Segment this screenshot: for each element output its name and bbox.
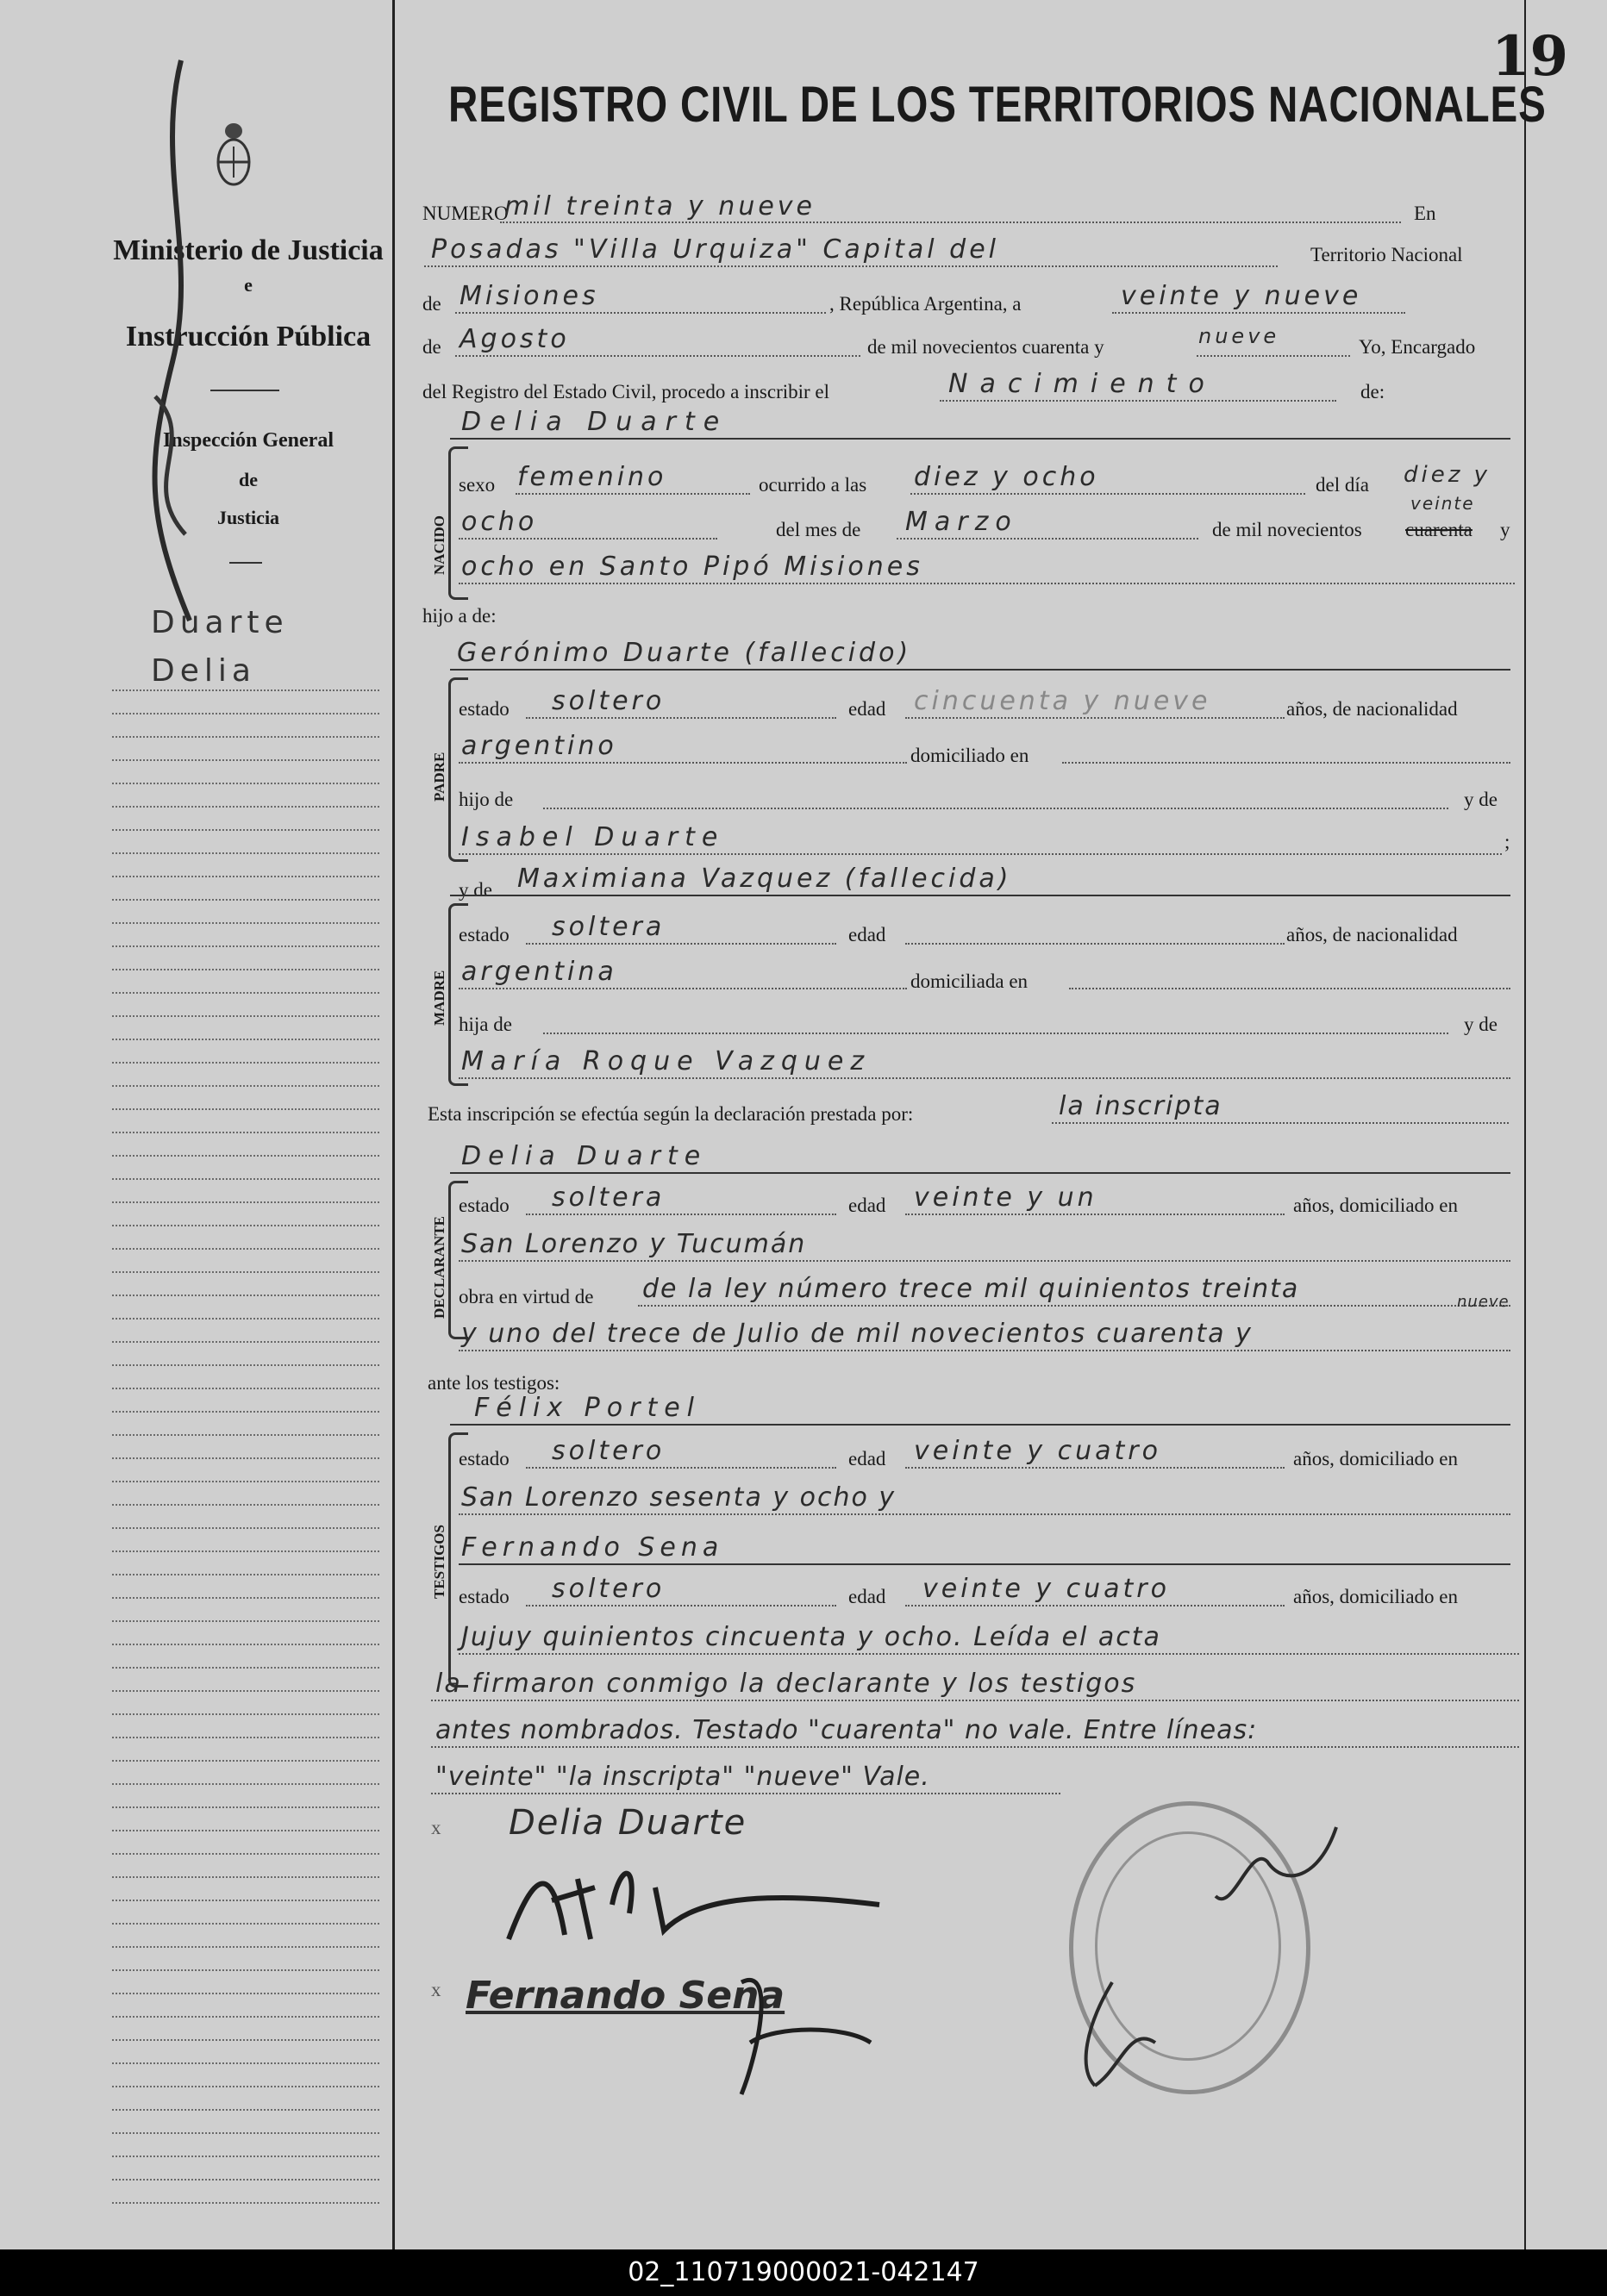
padre-edad-dots	[905, 717, 1285, 719]
margin-note-name: Delia	[151, 653, 256, 689]
closing-dots-1	[431, 1700, 1519, 1701]
padre-estado-dots	[526, 717, 836, 719]
madre-hija-de-label: hija de	[459, 1014, 512, 1035]
margin-ruled-line	[112, 1667, 379, 1669]
margin-ruled-line	[112, 2202, 379, 2204]
margin-ruled-line	[112, 1760, 379, 1762]
margin-rule	[392, 0, 395, 2249]
dia-value-2: ocho	[461, 507, 538, 537]
testigo1-edad-dots	[905, 1467, 1285, 1469]
act-dots	[940, 400, 1336, 402]
territorio-value: Misiones	[460, 281, 599, 311]
signature-1: Delia Duarte	[509, 1803, 747, 1843]
hijo-label: hijo a de:	[422, 605, 497, 627]
dia-dots-2	[459, 538, 717, 540]
margin-signature	[121, 34, 224, 638]
dia-value: diez y	[1404, 462, 1491, 488]
declarante-edad-value: veinte y un	[914, 1182, 1097, 1213]
territorio-label: Territorio Nacional	[1310, 244, 1463, 265]
year-dots	[1197, 355, 1350, 357]
obra-value: de la ley número trece mil quinientos treinta	[642, 1274, 1300, 1304]
margin-ruled-line	[112, 922, 379, 924]
declaracion-label: Esta inscripción se efectúa según la declaración prestada por:	[428, 1103, 914, 1125]
anio-struck: cuarenta	[1405, 519, 1473, 540]
testigo2-edad-value: veinte y cuatro	[922, 1574, 1170, 1604]
testigo1-domicilio: San Lorenzo sesenta y ocho y	[461, 1482, 897, 1513]
hora-value: diez y ocho	[914, 462, 1099, 492]
anio-value: ocho en Santo Pipó Misiones	[461, 552, 923, 582]
margin-ruled-line	[112, 1830, 379, 1831]
testigo1-estado-value: soltero	[552, 1436, 666, 1466]
anio-label: de mil novecientos	[1212, 519, 1362, 540]
margin-ruled-line	[112, 1364, 379, 1366]
margin-ruled-line	[112, 1853, 379, 1855]
de-label: de	[422, 293, 441, 315]
madre-edad-label: edad	[848, 924, 886, 945]
signature-3-flourish	[724, 1948, 879, 2103]
padre-edad-value: cincuenta y nueve	[914, 686, 1211, 716]
margin-ruled-line	[112, 1527, 379, 1529]
year-value: nueve	[1198, 324, 1280, 348]
madre-domicilio-dots	[1069, 988, 1510, 989]
numero-value: mil treinta y nueve	[504, 191, 816, 221]
margin-ruled-line	[112, 1946, 379, 1948]
closing-line-2: antes nombrados. Testado "cuarenta" no vale. Entre líneas:	[435, 1715, 1258, 1745]
month-value: Agosto	[460, 324, 570, 354]
padre-domiciliado-label: domiciliado en	[910, 745, 1029, 766]
numero-dots	[500, 221, 1401, 223]
madre-estado-label: estado	[459, 924, 510, 945]
right-edge-rule	[1524, 0, 1526, 2249]
official-signature	[1060, 1810, 1371, 2094]
margin-ruled-line	[112, 1993, 379, 1994]
margin-ruled-line	[112, 1155, 379, 1157]
margin-ruled-line	[112, 2016, 379, 2018]
ministry-line1: Ministerio de Justicia	[113, 234, 384, 266]
margin-ruled-line	[112, 1574, 379, 1575]
declarante-domicilio-dots	[459, 1260, 1510, 1262]
page-number: 19	[1491, 24, 1569, 89]
margin-ruled-line	[112, 829, 379, 831]
padre-nacionalidad-dots	[459, 762, 907, 764]
inspection-line2: de	[239, 469, 258, 490]
margin-ruled-line	[112, 2062, 379, 2064]
act-value: Nacimiento	[948, 369, 1216, 399]
margin-ruled-line	[112, 1504, 379, 1506]
madre-nacionalidad-value: argentina	[461, 957, 617, 987]
padre-hijo-de-dots	[543, 808, 1448, 809]
ministry-line3: Instrucción Pública	[125, 321, 372, 353]
margin-ruled-line	[112, 852, 379, 854]
declarante-estado-label: estado	[459, 1195, 510, 1216]
ante-testigos-label: ante los testigos:	[428, 1372, 560, 1394]
margin-ruled-line	[112, 1434, 379, 1436]
testigo1-domicilio-dots	[459, 1513, 1510, 1515]
margin-ruled-line	[112, 1923, 379, 1925]
margin-ruled-line	[112, 713, 379, 714]
closing-dots-3	[431, 1793, 1060, 1794]
margin-ruled-line	[112, 2132, 379, 2134]
territorio-dots	[455, 312, 826, 314]
padre-name: Gerónimo Duarte (fallecido)	[457, 638, 912, 668]
de-label-2: de	[422, 336, 441, 358]
obra-dots-2	[459, 1350, 1510, 1351]
padre-domicilio-dots	[1062, 762, 1510, 764]
registro-label: del Registro del Estado Civil, procedo a inscribir el	[422, 381, 830, 402]
padre-madre-dots	[459, 853, 1502, 855]
margin-ruled-line	[112, 806, 379, 808]
sexo-label: sexo	[459, 474, 496, 496]
inspection-line3: Justicia	[216, 507, 280, 528]
madre-edad-dots	[905, 943, 1285, 945]
testigo1-edad-label: edad	[848, 1448, 886, 1469]
yo-label: Yo, Encargado	[1359, 336, 1476, 358]
declarante-domicilio: San Lorenzo y Tucumán	[461, 1229, 807, 1259]
margin-ruled-line	[112, 1178, 379, 1180]
ocurrido-label: ocurrido a las	[759, 474, 867, 496]
margin-ruled-line	[112, 736, 379, 738]
x-mark-1: x	[431, 1817, 441, 1838]
margin-ruled-line	[112, 1248, 379, 1250]
madre-parent-name: María Roque Vazquez	[461, 1046, 872, 1076]
padre-estado-label: estado	[459, 698, 510, 720]
signature-3: Fernando Sena	[466, 1974, 785, 2018]
testigo2-name-rule	[459, 1563, 1510, 1565]
en-label: En	[1414, 203, 1436, 224]
margin-ruled-line	[112, 1411, 379, 1413]
x-mark-2: x	[431, 1979, 441, 2000]
signature-2	[483, 1853, 897, 1948]
margin-ruled-line	[112, 689, 379, 691]
dia-label: del día	[1316, 474, 1369, 496]
margin-ruled-line	[112, 1876, 379, 1878]
closing-line-3: "veinte" "la inscripta" "nueve" Vale.	[435, 1762, 930, 1792]
obra-inserted: nueve	[1457, 1293, 1510, 1311]
margin-note-surname: Duarte	[151, 605, 289, 640]
padre-y-de-label: y de	[1464, 789, 1498, 810]
madre-estado-dots	[526, 943, 836, 945]
testigo2-domicilio-dots	[459, 1653, 1519, 1655]
margin-ruled-line	[112, 1690, 379, 1692]
margin-ruled-line	[112, 2179, 379, 2181]
margin-ruled-line	[112, 1481, 379, 1482]
margin-ruled-line	[112, 1713, 379, 1715]
testigo1-estado-label: estado	[459, 1448, 510, 1469]
sexo-value: femenino	[517, 462, 667, 492]
padre-nacionalidad-value: argentino	[461, 731, 617, 761]
testigo1-estado-dots	[526, 1467, 836, 1469]
margin-ruled-line	[112, 876, 379, 877]
anio-y-label: y	[1500, 519, 1510, 540]
padre-section-label: PADRE	[431, 752, 447, 802]
de-colon-label: de:	[1360, 381, 1385, 402]
testigo2-domicilio: Jujuy quinientos cincuenta y ocho. Leída el acta	[461, 1622, 1161, 1652]
margin-ruled-line	[112, 1737, 379, 1738]
testigo1-edad-value: veinte y cuatro	[914, 1436, 1161, 1466]
testigo2-edad-label: edad	[848, 1586, 886, 1607]
anio-dots	[459, 583, 1515, 584]
margin-ruled-line	[112, 1062, 379, 1064]
margin-ruled-line	[112, 1225, 379, 1226]
padre-estado-value: soltero	[552, 686, 666, 716]
madre-estado-value: soltera	[552, 912, 666, 942]
margin-ruled-line	[112, 2086, 379, 2087]
margin-divider-2	[229, 562, 262, 564]
numero-label: NUMERO	[422, 203, 509, 224]
testigos-section-label: TESTIGOS	[431, 1525, 447, 1599]
margin-ruled-line	[112, 1969, 379, 1971]
padre-madre-name: Isabel Duarte	[461, 822, 725, 852]
testigo2-estado-value: soltero	[552, 1574, 666, 1604]
madre-anos-label: años, de nacionalidad	[1286, 924, 1458, 945]
nacido-section-label: NACIDO	[431, 515, 447, 575]
hora-dots	[910, 493, 1305, 495]
padre-hijo-de-label: hijo de	[459, 789, 514, 810]
margin-ruled-line	[112, 1644, 379, 1645]
mes-value: Marzo	[905, 507, 1018, 537]
testigo2-name: Fernando Sena	[461, 1532, 724, 1563]
day-value: veinte y nueve	[1121, 281, 1362, 311]
testigo2-edad-dots	[905, 1605, 1285, 1607]
obra-dots	[638, 1305, 1510, 1307]
closing-dots-2	[431, 1746, 1519, 1748]
margin-ruled-line	[112, 1271, 379, 1273]
obra-value-2: y uno del trece de Julio de mil novecientos cuarenta y	[461, 1319, 1253, 1349]
margin-ruled-line	[112, 1015, 379, 1017]
name-rule	[450, 438, 1510, 440]
declarante-edad-dots	[905, 1214, 1285, 1215]
declarante-edad-label: edad	[848, 1195, 886, 1216]
declarante-name: Delia Duarte	[461, 1141, 708, 1171]
madre-nacionalidad-dots	[459, 988, 907, 989]
testigo2-estado-label: estado	[459, 1586, 510, 1607]
madre-parent-dots	[459, 1077, 1510, 1079]
declaracion-dots	[1052, 1122, 1509, 1124]
margin-ruled-line	[112, 1620, 379, 1622]
margin-ruled-line	[112, 1085, 379, 1087]
mes-label: del mes de	[776, 519, 861, 540]
margin-ruled-line	[112, 1341, 379, 1343]
declarante-estado-dots	[526, 1214, 836, 1215]
margin-ruled-line	[112, 2039, 379, 2041]
margin-ruled-line	[112, 2156, 379, 2157]
margin-ruled-line	[112, 1108, 379, 1110]
madre-section-label: MADRE	[431, 970, 447, 1026]
registered-name: Delia Duarte	[461, 407, 728, 437]
margin-ruled-line	[112, 1295, 379, 1296]
margin-ruled-line	[112, 1457, 379, 1459]
padre-edad-label: edad	[848, 698, 886, 720]
padre-anos-label: años, de nacionalidad	[1286, 698, 1458, 720]
testigo1-anos-label: años, domiciliado en	[1293, 1448, 1458, 1469]
republica-label: , República Argentina, a	[829, 293, 1022, 315]
padre-semicolon: ;	[1504, 831, 1510, 852]
margin-ruled-line	[112, 1900, 379, 1901]
madre-y-de-label: y de	[459, 879, 492, 901]
day-dots	[1112, 312, 1405, 314]
declarante-section-label: DECLARANTE	[431, 1215, 447, 1319]
declarante-anos-label: años, domiciliado en	[1293, 1195, 1458, 1216]
ministry-line2: e	[244, 274, 253, 296]
madre-domiciliada-label: domiciliada en	[910, 970, 1029, 992]
madre-name: Maximiana Vazquez (fallecida)	[517, 864, 1012, 894]
declaracion-value: la inscripta	[1059, 1091, 1222, 1121]
inspection-line1: Inspección General	[163, 429, 334, 452]
margin-ruled-line	[112, 899, 379, 901]
padre-name-rule	[450, 669, 1510, 671]
year-prefix-label: de mil novecientos cuarenta y	[867, 336, 1104, 358]
testigo1-name-rule	[450, 1424, 1510, 1426]
margin-ruled-line	[112, 1597, 379, 1599]
footer-file-id: 02_110719000021-042147	[0, 2249, 1607, 2296]
margin-ruled-line	[112, 1388, 379, 1389]
declarante-estado-value: soltera	[552, 1182, 666, 1213]
document-title: REGISTRO CIVIL DE LOS TERRITORIOS NACIONALES	[448, 77, 1547, 133]
margin-ruled-line	[112, 969, 379, 970]
declarante-name-rule	[450, 1172, 1510, 1174]
obra-label: obra en virtud de	[459, 1286, 594, 1307]
margin-ruled-line	[112, 1550, 379, 1552]
testigo2-anos-label: años, domiciliado en	[1293, 1586, 1458, 1607]
sexo-dots	[516, 493, 750, 495]
testigo2-estado-dots	[526, 1605, 836, 1607]
margin-ruled-line	[112, 1201, 379, 1203]
place-dots	[424, 265, 1278, 267]
month-dots	[455, 355, 860, 357]
margin-ruled-line	[112, 1806, 379, 1808]
madre-hija-de-dots	[543, 1033, 1448, 1034]
margin-ruled-line	[112, 1783, 379, 1785]
testigo1-name: Félix Portel	[474, 1393, 702, 1423]
margin-ruled-line	[112, 1132, 379, 1133]
closing-line-1: la firmaron conmigo la declarante y los testigos	[435, 1669, 1137, 1699]
anio-inserted: veinte	[1410, 493, 1475, 514]
margin-ruled-line	[112, 945, 379, 947]
margin-ruled-line	[112, 1318, 379, 1320]
margin-ruled-line	[112, 992, 379, 994]
mes-dots	[897, 538, 1198, 540]
margin-ruled-line	[112, 759, 379, 761]
madre-y-de-label-2: y de	[1464, 1014, 1498, 1035]
margin-ruled-line	[112, 2109, 379, 2111]
place-value: Posadas "Villa Urquiza" Capital del	[431, 234, 1000, 265]
margin-ruled-line	[112, 783, 379, 784]
madre-name-rule	[450, 895, 1510, 896]
margin-ruled-line	[112, 1039, 379, 1040]
